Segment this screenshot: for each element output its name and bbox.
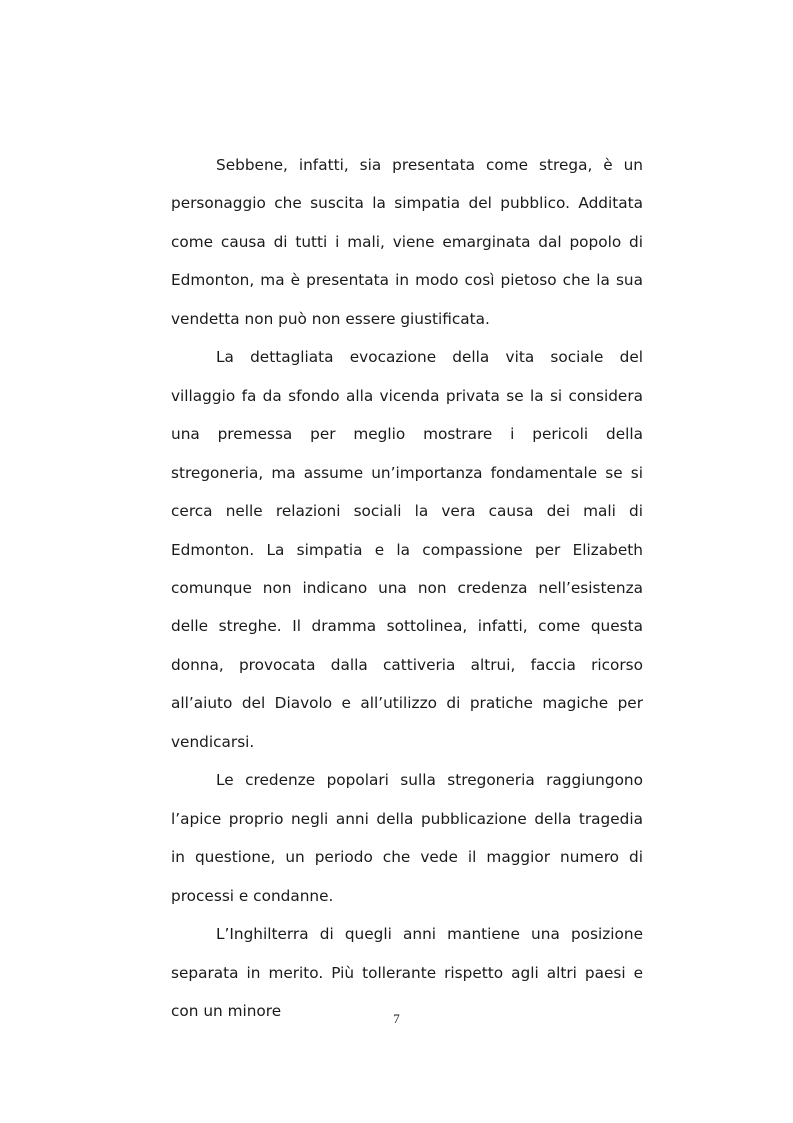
paragraph-1: Sebbene, infatti, sia presentata come strega, è un personaggio che suscita la simpatia del pubblico. Additata come causa di tutti i mali, viene emarginata dal popolo di Edmonton, ma è presentata in modo così pietoso che la sua vendetta non può non essere giustificata.: [171, 156, 643, 328]
paragraph-2: La dettagliata evocazione della vita sociale del villaggio fa da sfondo alla vicenda privata se la si considera una premessa per meglio mostrare i pericoli della stregoneria, ma assume un’importanza fondamentale se si cerca nelle relazioni sociali la vera causa dei mali di Edmonton. La simpatia e la compassione per Elizabeth comunque non indicano una non credenza nell’esistenza delle streghe. Il dramma sottolinea, infatti, come questa donna, provocata dalla cattiveria altrui, faccia ricorso all’aiuto del Diavolo e all’utilizzo di pratiche magiche per vendicarsi.: [171, 348, 643, 751]
body-text: [171, 146, 643, 1030]
page-number: 7: [393, 1011, 400, 1026]
paragraph-4: L’Inghilterra di quegli anni mantiene una posizione separata in merito. Più tollerante rispetto agli altri paesi e con un minore: [171, 925, 643, 1020]
paragraph-3: Le credenze popolari sulla stregoneria raggiungono l’apice proprio negli anni della pubblicazione della tragedia in questione, un periodo che vede il maggior numero di processi e condanne.: [171, 771, 643, 905]
